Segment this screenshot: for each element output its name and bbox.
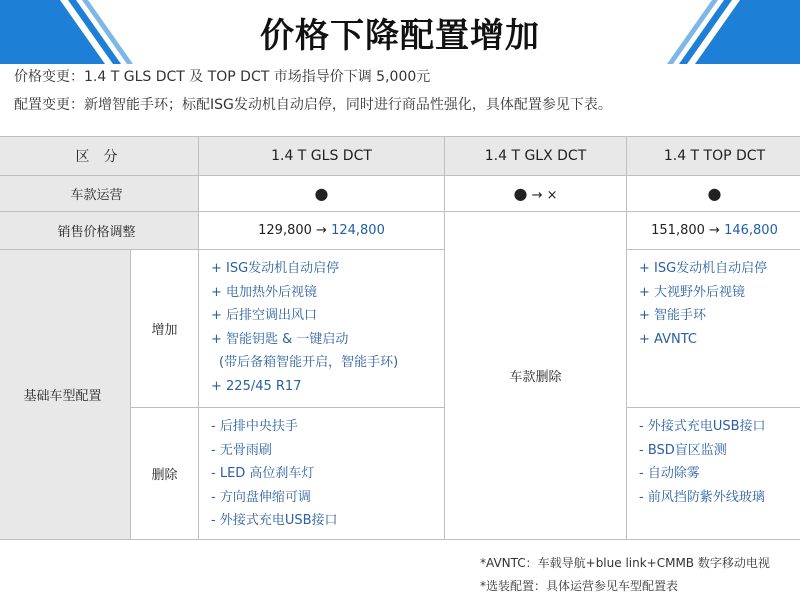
section-header: 区 分	[0, 137, 199, 176]
list-item: + 后排空调出风口	[211, 308, 318, 323]
list-item: + ISG发动机自动启停	[211, 261, 340, 276]
list-item: (带后备箱智能开启，智能手环)	[219, 355, 399, 370]
list-item: + ISG发动机自动启停	[639, 261, 768, 276]
price-top-new: 146,800	[724, 223, 778, 238]
add-label: 增加	[131, 250, 199, 408]
list-item: - LED 高位刹车灯	[211, 466, 315, 481]
list-item: - 方向盘伸缩可调	[211, 489, 311, 505]
arrow-icon: →	[709, 223, 720, 238]
list-item: + 智能手环	[639, 308, 707, 323]
price-change-text: 价格变更：1.4 T GLS DCT 及 TOP DCT 市场指导价下调 5,000元	[14, 69, 431, 85]
page-title: 价格下降配置增加	[260, 16, 540, 56]
operation-gls: ●	[199, 176, 445, 212]
list-item: + 225/45 R17	[211, 378, 302, 394]
top-add-list	[627, 250, 800, 408]
list-item: - BSD盲区监测	[639, 442, 727, 458]
price-row	[0, 212, 800, 250]
list-item: - 外接式充电USB接口	[639, 419, 766, 434]
operation-row	[0, 176, 800, 212]
list-item: + 智能钥匙 & 一键启动	[211, 331, 349, 347]
price-gls-new: 124,800	[331, 223, 385, 238]
add-row	[0, 250, 800, 408]
list-item: + AVNTC	[639, 331, 697, 347]
column-header-top: 1.4 T TOP DCT	[627, 137, 800, 176]
table-header-row	[0, 137, 800, 176]
list-item: - 外接式充电USB接口	[211, 513, 338, 528]
glx-removed-cell: 车款删除	[445, 212, 627, 540]
list-item: - 无骨雨刷	[211, 442, 272, 458]
footnote-avntc: *AVNTC：车载导航+blue link+CMMB 数字移动电视	[480, 556, 770, 570]
remove-label: 删除	[131, 408, 199, 540]
config-change-text: 配置变更：新增智能手环；标配ISG发动机自动启停，同时进行商品性强化，具体配置参见下表。	[14, 97, 612, 113]
list-item: + 大视野外后视镜	[639, 284, 746, 300]
list-item: - 前风挡防紫外线玻璃	[639, 489, 765, 505]
price-top-old: 151,800	[651, 223, 705, 238]
operation-label: 车款运营	[0, 176, 199, 212]
list-item: + 电加热外后视镜	[211, 284, 318, 300]
arrow-icon: →	[531, 188, 543, 203]
price-gls	[199, 212, 445, 250]
base-config-label: 基础车型配置	[0, 250, 131, 540]
operation-glx	[445, 176, 627, 212]
column-header-gls: 1.4 T GLS DCT	[199, 137, 445, 176]
arrow-icon: →	[316, 223, 327, 238]
price-label: 销售价格调整	[0, 212, 199, 250]
operation-top: ●	[627, 176, 800, 212]
operation-glx-from: ●	[513, 184, 528, 203]
footnote-optional: *选装配置：具体运营参见车型配置表	[480, 579, 679, 593]
gls-add-list	[199, 250, 445, 408]
column-header-glx: 1.4 T GLX DCT	[445, 137, 627, 176]
price-gls-old: 129,800	[258, 223, 312, 238]
top-remove-list	[627, 408, 800, 540]
spec-table	[0, 136, 800, 540]
list-item: - 自动除雾	[639, 466, 700, 481]
list-item: - 后排中央扶手	[211, 419, 298, 434]
price-top	[627, 212, 800, 250]
gls-remove-list	[199, 408, 445, 540]
operation-glx-to: ×	[546, 188, 558, 203]
